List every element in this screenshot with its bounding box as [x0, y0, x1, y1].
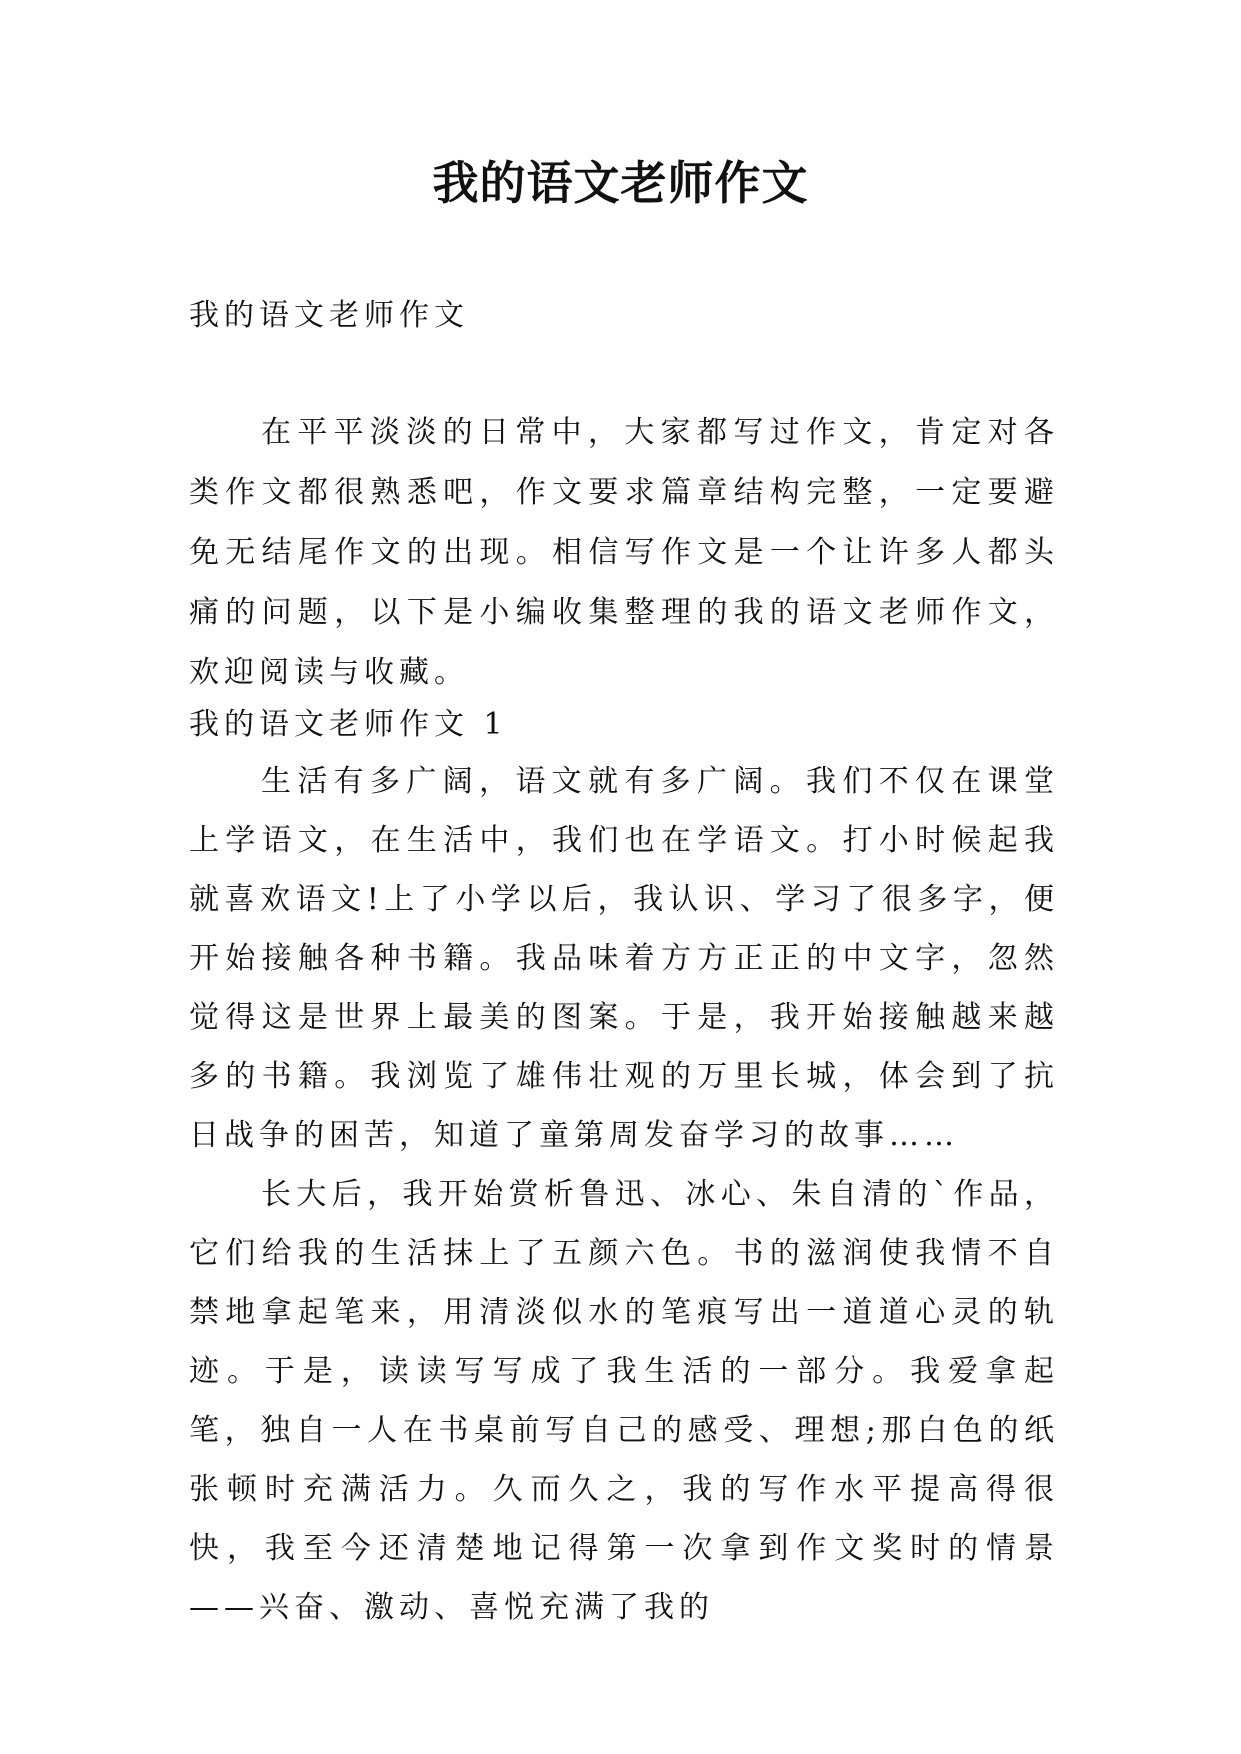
essay-body — [189, 752, 1059, 1637]
essay-paragraph: 生活有多广阔，语文就有多广阔。我们不仅在课堂上学语文，在生活中，我们也在学语文。打小时候起我就喜欢语文!上了小学以后，我认识、学习了很多字，便开始接触各种书籍。我品味着方方正正的中文字，忽然觉得这是世界上最美的图案。于是，我开始接触越来越多的书籍。我浏览了雄伟壮观的万里长城，体会到了抗日战争的困苦，知道了童第周发奋学习的故事…… — [189, 764, 1059, 1153]
intro-paragraph: 在平平淡淡的日常中，大家都写过作文，肯定对各类作文都很熟悉吧，作文要求篇章结构完整，一定要避免无结尾作文的出现。相信写作文是一个让许多人都头痛的问题，以下是小编收集整理的我的语文老师作文，欢迎阅读与收藏。 — [189, 415, 1059, 690]
section-heading: 我的语文老师作文 1 — [189, 707, 508, 742]
intro-block — [189, 403, 1059, 703]
document-subtitle: 我的语文老师作文 — [189, 298, 469, 333]
essay-paragraph: 长大后，我开始赏析鲁迅、冰心、朱自清的`作品，它们给我的生活抹上了五颜六色。书的滋润使我情不自禁地拿起笔来，用清淡似水的笔痕写出一道道心灵的轨迹。于是，读读写写成了我生活的一部分。我爱拿起笔，独自一人在书桌前写自己的感受、理想;那白色的纸张顿时充满活力。久而久之，我的写作水平提高得很快，我至今还清楚地记得第一次拿到作文奖时的情景——兴奋、激动、喜悦充满了我的 — [189, 1177, 1059, 1625]
document-title: 我的语文老师作文 — [432, 156, 809, 210]
